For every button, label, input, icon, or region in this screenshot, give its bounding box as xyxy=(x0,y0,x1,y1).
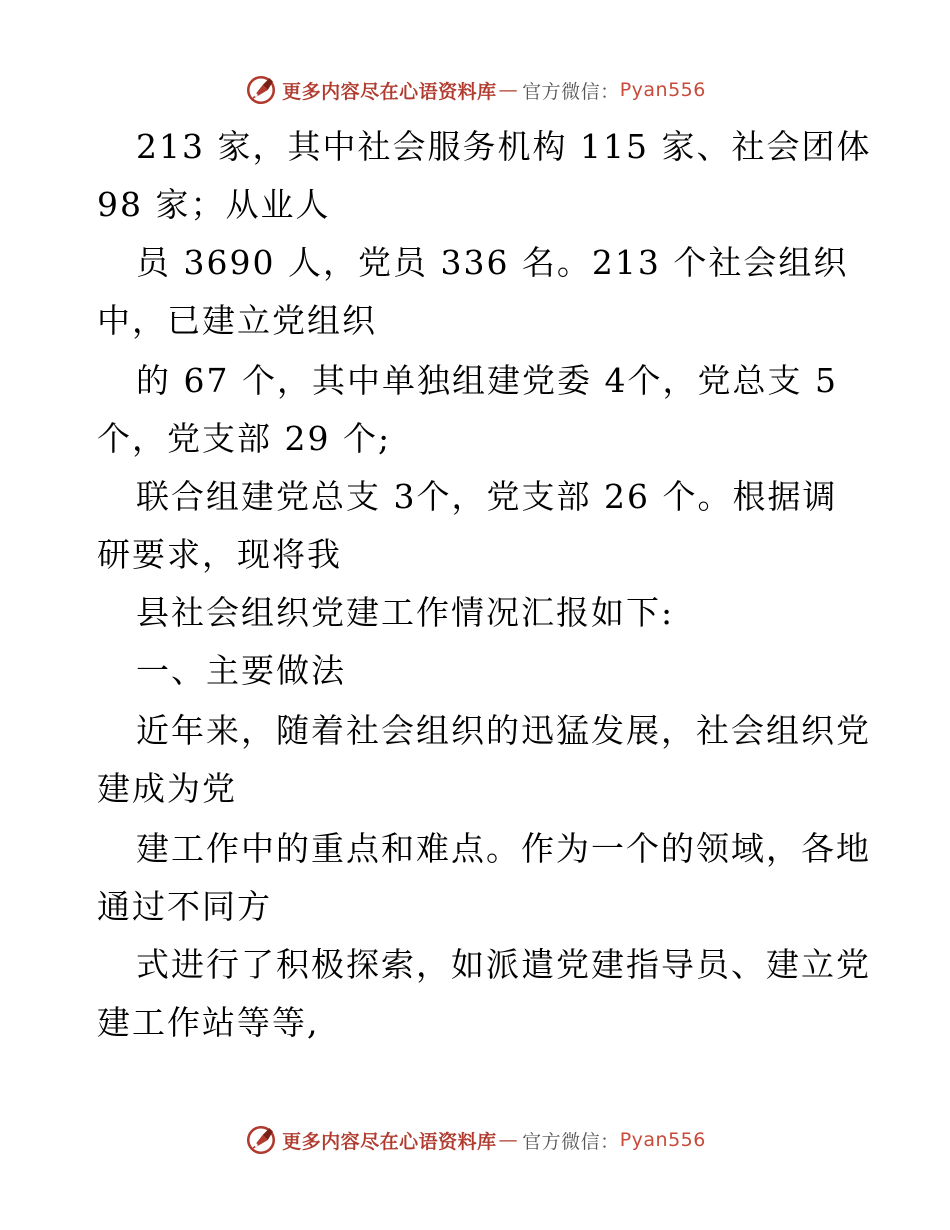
banner-dash: — xyxy=(498,1129,519,1151)
text-line: 建工作中的重点和难点。作为一个的领域，各地 xyxy=(136,829,871,868)
banner-dash: — xyxy=(498,79,519,101)
pen-nib-logo-icon xyxy=(244,73,278,107)
text-line: 建工作站等等, xyxy=(97,1003,320,1042)
text-line: 通过不同方 xyxy=(97,887,272,926)
text-line: 98 家；从业人 xyxy=(97,185,331,224)
text-line: 建成为党 xyxy=(97,769,237,808)
section-heading: 一、主要做法 xyxy=(136,651,346,690)
banner-title: 更多内容尽在心语资料库 xyxy=(282,80,497,103)
text-line: 式进行了积极探索，如派遣党建指导员、建立党 xyxy=(136,945,871,984)
banner-wechat-label: 官方微信： xyxy=(522,1130,620,1153)
text-line: 研要求，现将我 xyxy=(97,535,342,574)
text-line: 联合组建党总支 3个，党支部 26 个。根据调 xyxy=(136,477,838,516)
text-line: 县社会组织党建工作情况汇报如下: xyxy=(136,593,675,632)
text-line: 近年来，随着社会组织的迅猛发展，社会组织党 xyxy=(136,711,871,750)
text-line: 中，已建立党组织 xyxy=(97,301,377,340)
text-line: 的 67 个，其中单独组建党委 4个，党总支 5 xyxy=(136,361,838,400)
banner-wechat-id: Pyan556 xyxy=(619,1129,706,1151)
banner-wechat-id: Pyan556 xyxy=(619,79,706,101)
text-line: 个，党支部 29 个; xyxy=(97,419,392,458)
banner-title: 更多内容尽在心语资料库 xyxy=(282,1130,497,1153)
pen-nib-logo-icon xyxy=(244,1123,278,1157)
text-line: 213 家，其中社会服务机构 115 家、社会团体 xyxy=(136,127,872,166)
text-line: 员 3690 人，党员 336 名。213 个社会组织 xyxy=(136,243,849,282)
footer-banner xyxy=(0,1120,950,1160)
banner-wechat-label: 官方微信： xyxy=(522,80,620,103)
header-banner xyxy=(0,70,950,110)
